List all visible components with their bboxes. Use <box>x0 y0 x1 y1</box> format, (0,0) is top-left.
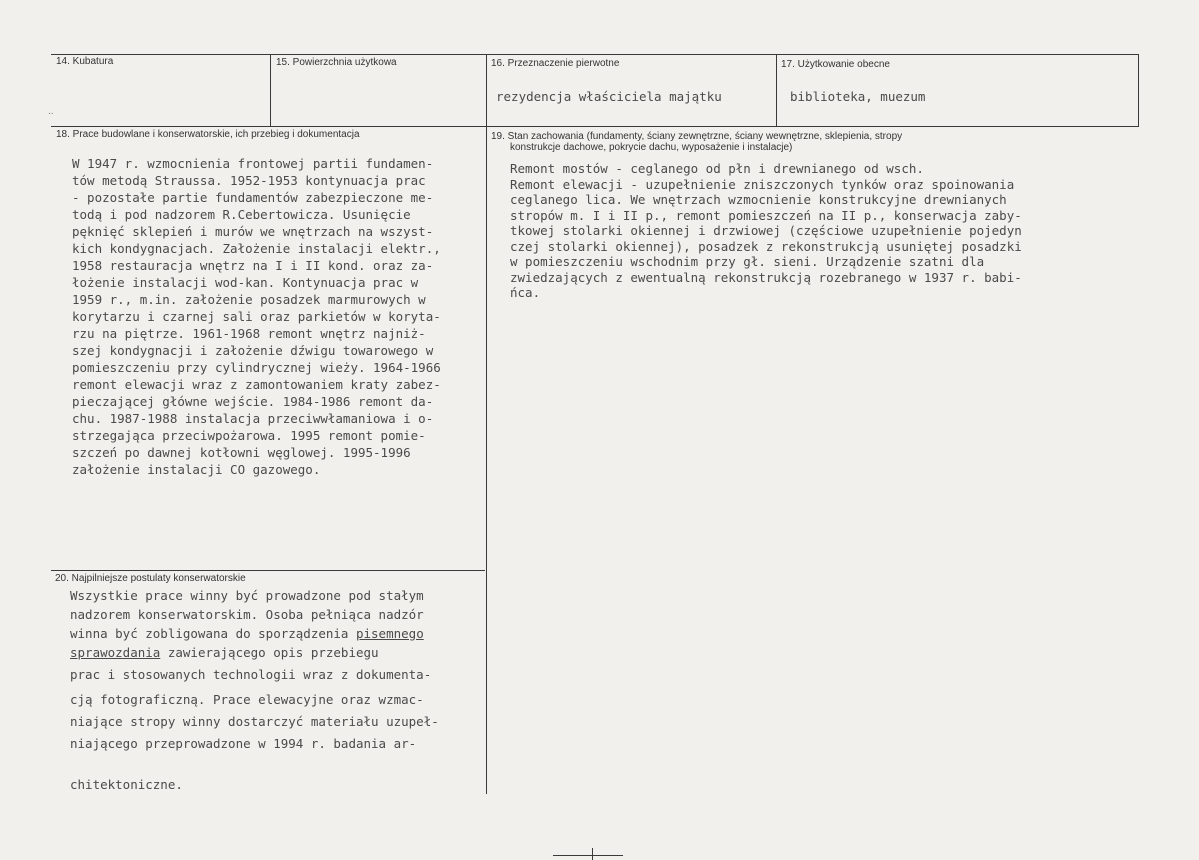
section20-line <box>70 643 439 662</box>
underlined-word-sprawozdania: sprawozdania <box>70 645 161 660</box>
section18-line: todą i pod nadzorem R.Cebertowicza. Usunięcie <box>72 207 411 222</box>
section20-line: niającego przeprowadzone w 1994 r. badania ar- <box>70 736 417 751</box>
section18-line: szej kondygnacji i założenie dźwigu towarowego w <box>72 343 434 358</box>
section19-line: ceglanego lica. We wnętrzach wzmocnienie konstrukcyjne drewnianych <box>510 192 1007 207</box>
section18-line: łożenie instalacji wod-kan. Kontynuacja prac w <box>72 275 419 290</box>
section18-line: 1958 restauracja wnętrz na I i II kond. oraz za- <box>72 258 434 273</box>
section18-line: chu. 1987-1988 instalacja przeciwwłamaniowa i o- <box>72 411 434 426</box>
section19-label-line2: konstrukcje dachowe, pokrycie dachu, wyposażenie i instalacje) <box>510 142 793 153</box>
section19-text <box>510 161 1022 301</box>
section20-text <box>70 586 439 794</box>
section20-line: cją fotograficzną. Prace elewacyjne oraz wzmac- <box>70 692 424 707</box>
section19-line: ńca. <box>510 285 541 300</box>
section18-line: strzegająca przeciwpożarowa. 1995 remont pomie- <box>72 428 426 443</box>
section18-line: kich kondygnacjach. Założenie instalacji elektr., <box>72 241 441 256</box>
section18-line: pomieszczeniu przy cylindrycznej wieży. 1964-1966 <box>72 360 441 375</box>
section18-line: remont elewacji wraz z zamontowaniem kraty zabez- <box>72 377 441 392</box>
section20-line3-text: winna być zobligowana do sporządzenia <box>70 626 356 641</box>
section18-line: tów metodą Straussa. 1952-1953 kontynuacja prac <box>72 173 426 188</box>
section20-line <box>70 624 439 643</box>
section20-top-border <box>51 570 485 571</box>
section18-line: szczeń po dawnej kotłowni węglowej. 1995-1996 <box>72 445 411 460</box>
section18-line: rzu na piętrze. 1961-1968 remont wnętrz najniż- <box>72 326 426 341</box>
section18-line: pęknięć sklepień i murów we wnętrzach na wszyst- <box>72 224 434 239</box>
header-bottom-border <box>51 126 1139 127</box>
field-17-value: biblioteka, muezum <box>790 89 926 104</box>
field-14-label: 14. Kubatura <box>56 56 114 67</box>
section19-line: Remont mostów - ceglanego od płn i drewnianego od wsch. <box>510 161 924 176</box>
section20-line: niające stropy winny dostarczyć materiału uzupeł- <box>70 714 439 729</box>
divider-14-15 <box>270 54 271 126</box>
bottom-tick <box>553 855 623 856</box>
section19-label-line1: 19. Stan zachowania (fundamenty, ściany zewnętrzne, ściany wewnętrzne, sklepienia, stropy <box>491 131 903 142</box>
margin-dots: .. <box>48 106 54 117</box>
section19-line: stropów m. I i II p., remont pomieszczeń na II p., konserwacja zaby- <box>510 207 1022 223</box>
section20-line: Wszystkie prace winny być prowadzone pod stałym <box>70 588 424 603</box>
section18-label: 18. Prace budowlane i konserwatorskie, ich przebieg i dokumentacja <box>56 129 360 140</box>
field-16-label: 16. Przeznaczenie pierwotne <box>491 58 620 69</box>
section18-line: założenie instalacji CO gazowego. <box>72 462 321 477</box>
section20-line: chitektoniczne. <box>70 777 183 792</box>
section18-line: - pozostałe partie fundamentów zabezpieczone me- <box>72 190 434 205</box>
field-17-label: 17. Użytkowanie obecne <box>781 59 890 70</box>
section20-label: 20. Najpilniejsze postulaty konserwatorskie <box>55 573 246 584</box>
divider-15-16 <box>486 54 487 794</box>
section19-line: zwiedzających z ewentualną rekonstrukcją rozebranego w 1937 r. babi- <box>510 269 1022 285</box>
top-border <box>51 54 1139 55</box>
section18-line: pieczającej główne wejście. 1984-1986 remont da- <box>72 394 434 409</box>
section19-line: czej stolarki okiennej), posadzek z rekonstrukcją usuniętej posadzki <box>510 238 1022 254</box>
section18-text <box>72 155 441 478</box>
section20-line: prac i stosowanych technologii wraz z dokumenta- <box>70 667 432 682</box>
section18-line: W 1947 r. wzmocnienia frontowej partii fundamen- <box>72 156 434 171</box>
section19-line: w pomieszczeniu wschodnim przy gł. sieni. Urządzenie szatni dla <box>510 254 985 269</box>
bottom-tick-vertical <box>592 848 593 860</box>
section18-line: 1959 r., m.in. założenie posadzek marmurowych w <box>72 292 426 307</box>
field-16-value: rezydencja właściciela majątku <box>496 89 722 104</box>
field-15-label: 15. Powierzchnia użytkowa <box>276 57 397 68</box>
section19-line: Remont elewacji - uzupełnienie zniszczonych tynków oraz spoinowania <box>510 176 1015 192</box>
divider-16-17 <box>776 54 777 126</box>
section20-line4-text: zawierającego opis przebiegu <box>160 645 379 660</box>
underlined-word-pisemnego: pisemnego <box>355 626 424 641</box>
section19-line: tkowej stolarki okiennej i drzwiowej (częściowe uzupełnienie pojedyn <box>510 223 1022 238</box>
right-border-header <box>1138 54 1139 126</box>
section18-line: korytarzu i czarnej sali oraz parkietów w koryta- <box>72 309 441 324</box>
section20-line: nadzorem konserwatorskim. Osoba pełniąca nadzór <box>70 607 424 622</box>
